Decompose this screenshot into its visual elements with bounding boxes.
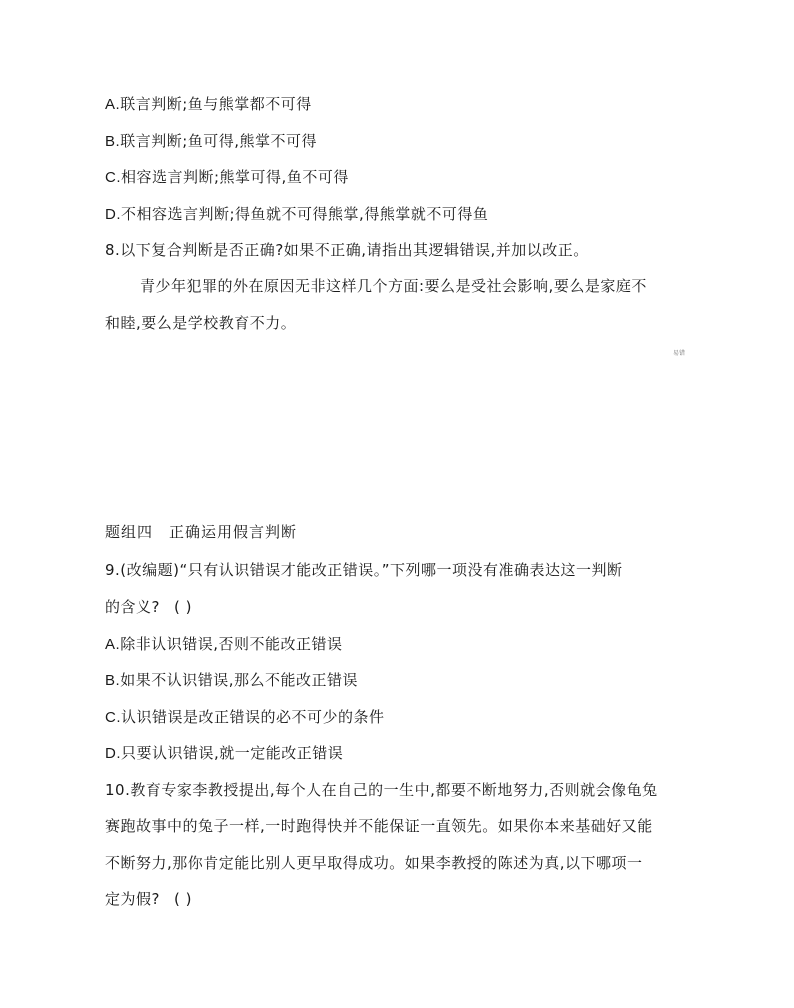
q8-passage-line2: 和睦,要么是学校教育不力。 [105, 314, 297, 332]
q7-option-b [105, 131, 317, 152]
q9-option-d [105, 743, 343, 764]
answer-blank: ( ) [173, 890, 192, 908]
option-text: 相容选言判断;熊掌可得,鱼不可得 [121, 168, 349, 186]
small-note: 易错 [673, 350, 686, 357]
answer-blank: ( ) [173, 598, 192, 616]
option-text: 联言判断;鱼与熊掌都不可得 [120, 95, 312, 113]
option-label: B. [105, 133, 121, 150]
q8-question: 8.以下复合判断是否正确?如果不正确,请指出其逻辑错误,并加以改正。 [105, 241, 589, 259]
q10-question-line2: 赛跑故事中的兔子一样,一时跑得快并不能保证一直领先。如果你本来基础好又能 [105, 817, 653, 835]
option-label: A. [105, 96, 121, 113]
q10-question-line3: 不断努力,那你肯定能比别人更早取得成功。如果李教授的陈述为真,以下哪项一 [105, 854, 643, 872]
q9-option-a [105, 634, 342, 655]
q10-question-text: 定为假? [105, 890, 160, 908]
option-text: 如果不认识错误,那么不能改正错误 [120, 671, 358, 689]
option-label: A. [105, 636, 121, 653]
q9-option-c [105, 707, 385, 728]
group-heading [105, 522, 297, 542]
option-text: 只要认识错误,就一定能改正错误 [121, 744, 344, 762]
option-label: D. [105, 745, 121, 762]
option-label: C. [105, 709, 121, 726]
group-title: 题组四 [105, 523, 154, 541]
q7-option-a [105, 94, 312, 115]
option-text: 不相容选言判断;得鱼就不可得熊掌,得熊掌就不可得鱼 [121, 205, 489, 223]
q10-question-line4 [105, 889, 192, 909]
option-label: B. [105, 672, 121, 689]
q9-option-b [105, 670, 358, 691]
q9-question-line1: 9.(改编题)“只有认识错误才能改正错误。”下列哪一项没有准确表达这一判断 [105, 561, 623, 579]
option-text: 联言判断;鱼可得,熊掌不可得 [120, 132, 318, 150]
q7-option-d [105, 204, 488, 225]
q9-question-line2 [105, 597, 192, 617]
option-text: 认识错误是改正错误的必不可少的条件 [121, 708, 385, 726]
q9-question-text: 的含义? [105, 598, 160, 616]
option-label: D. [105, 206, 121, 223]
group-subtitle: 正确运用假言判断 [169, 523, 298, 541]
q8-passage-line1: 青少年犯罪的外在原因无非这样几个方面:要么是受社会影响,要么是家庭不 [140, 277, 647, 295]
option-label: C. [105, 169, 121, 186]
q10-question-line1: 10.教育专家李教授提出,每个人在自己的一生中,都要不断地努力,否则就会像龟兔 [105, 781, 658, 799]
option-text: 除非认识错误,否则不能改正错误 [120, 635, 343, 653]
q7-option-c [105, 167, 349, 188]
